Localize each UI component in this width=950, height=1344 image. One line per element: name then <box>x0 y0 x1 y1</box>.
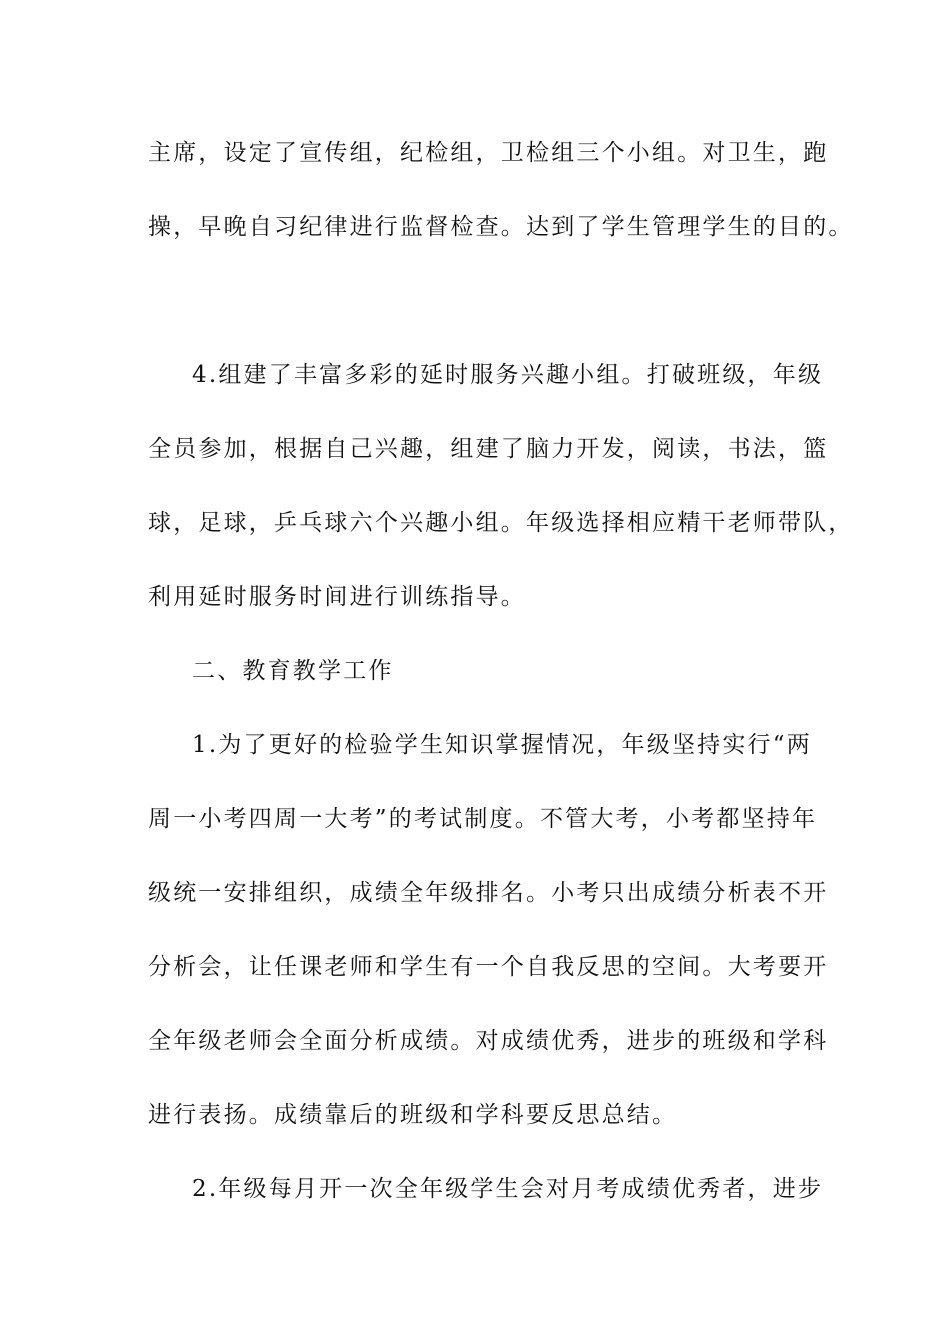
paragraph-line: 利用延时服务时间进行训练指导。 <box>148 584 526 610</box>
paragraph-line: 分析会，让任课老师和学生有一个自我反思的空间。大考要开 <box>148 954 829 980</box>
paragraph-line: 级统一安排组织，成绩全年级排名。小考只出成绩分析表不开 <box>148 880 829 906</box>
paragraph-line: 2.年级每月开一次全年级学生会对月考成绩优秀者，进步 <box>192 1176 824 1202</box>
paragraph-line: 操，早晚自习纪律进行监督检查。达到了学生管理学生的目的。 <box>148 214 854 240</box>
paragraph-line: 进行表扬。成绩靠后的班级和学科要反思总结。 <box>148 1102 678 1128</box>
paragraph-line: 主席，设定了宣传组，纪检组，卫检组三个小组。对卫生，跑 <box>148 140 829 166</box>
section-heading: 二、教育教学工作 <box>192 658 394 684</box>
paragraph-line: 1.为了更好的检验学生知识掌握情况，年级坚持实行“两 <box>192 732 812 758</box>
paragraph-line: 周一小考四周一大考”的考试制度。不管大考，小考都坚持年 <box>148 806 818 832</box>
paragraph-line: 4.组建了丰富多彩的延时服务兴趣小组。打破班级，年级 <box>192 362 824 388</box>
paragraph-line: 全年级老师会全面分析成绩。对成绩优秀，进步的班级和学科 <box>148 1028 829 1054</box>
paragraph-line: 球，足球，乒乓球六个兴趣小组。年级选择相应精干老师带队， <box>148 510 854 536</box>
paragraph-line: 全员参加，根据自己兴趣，组建了脑力开发，阅读，书法，篮 <box>148 436 829 462</box>
